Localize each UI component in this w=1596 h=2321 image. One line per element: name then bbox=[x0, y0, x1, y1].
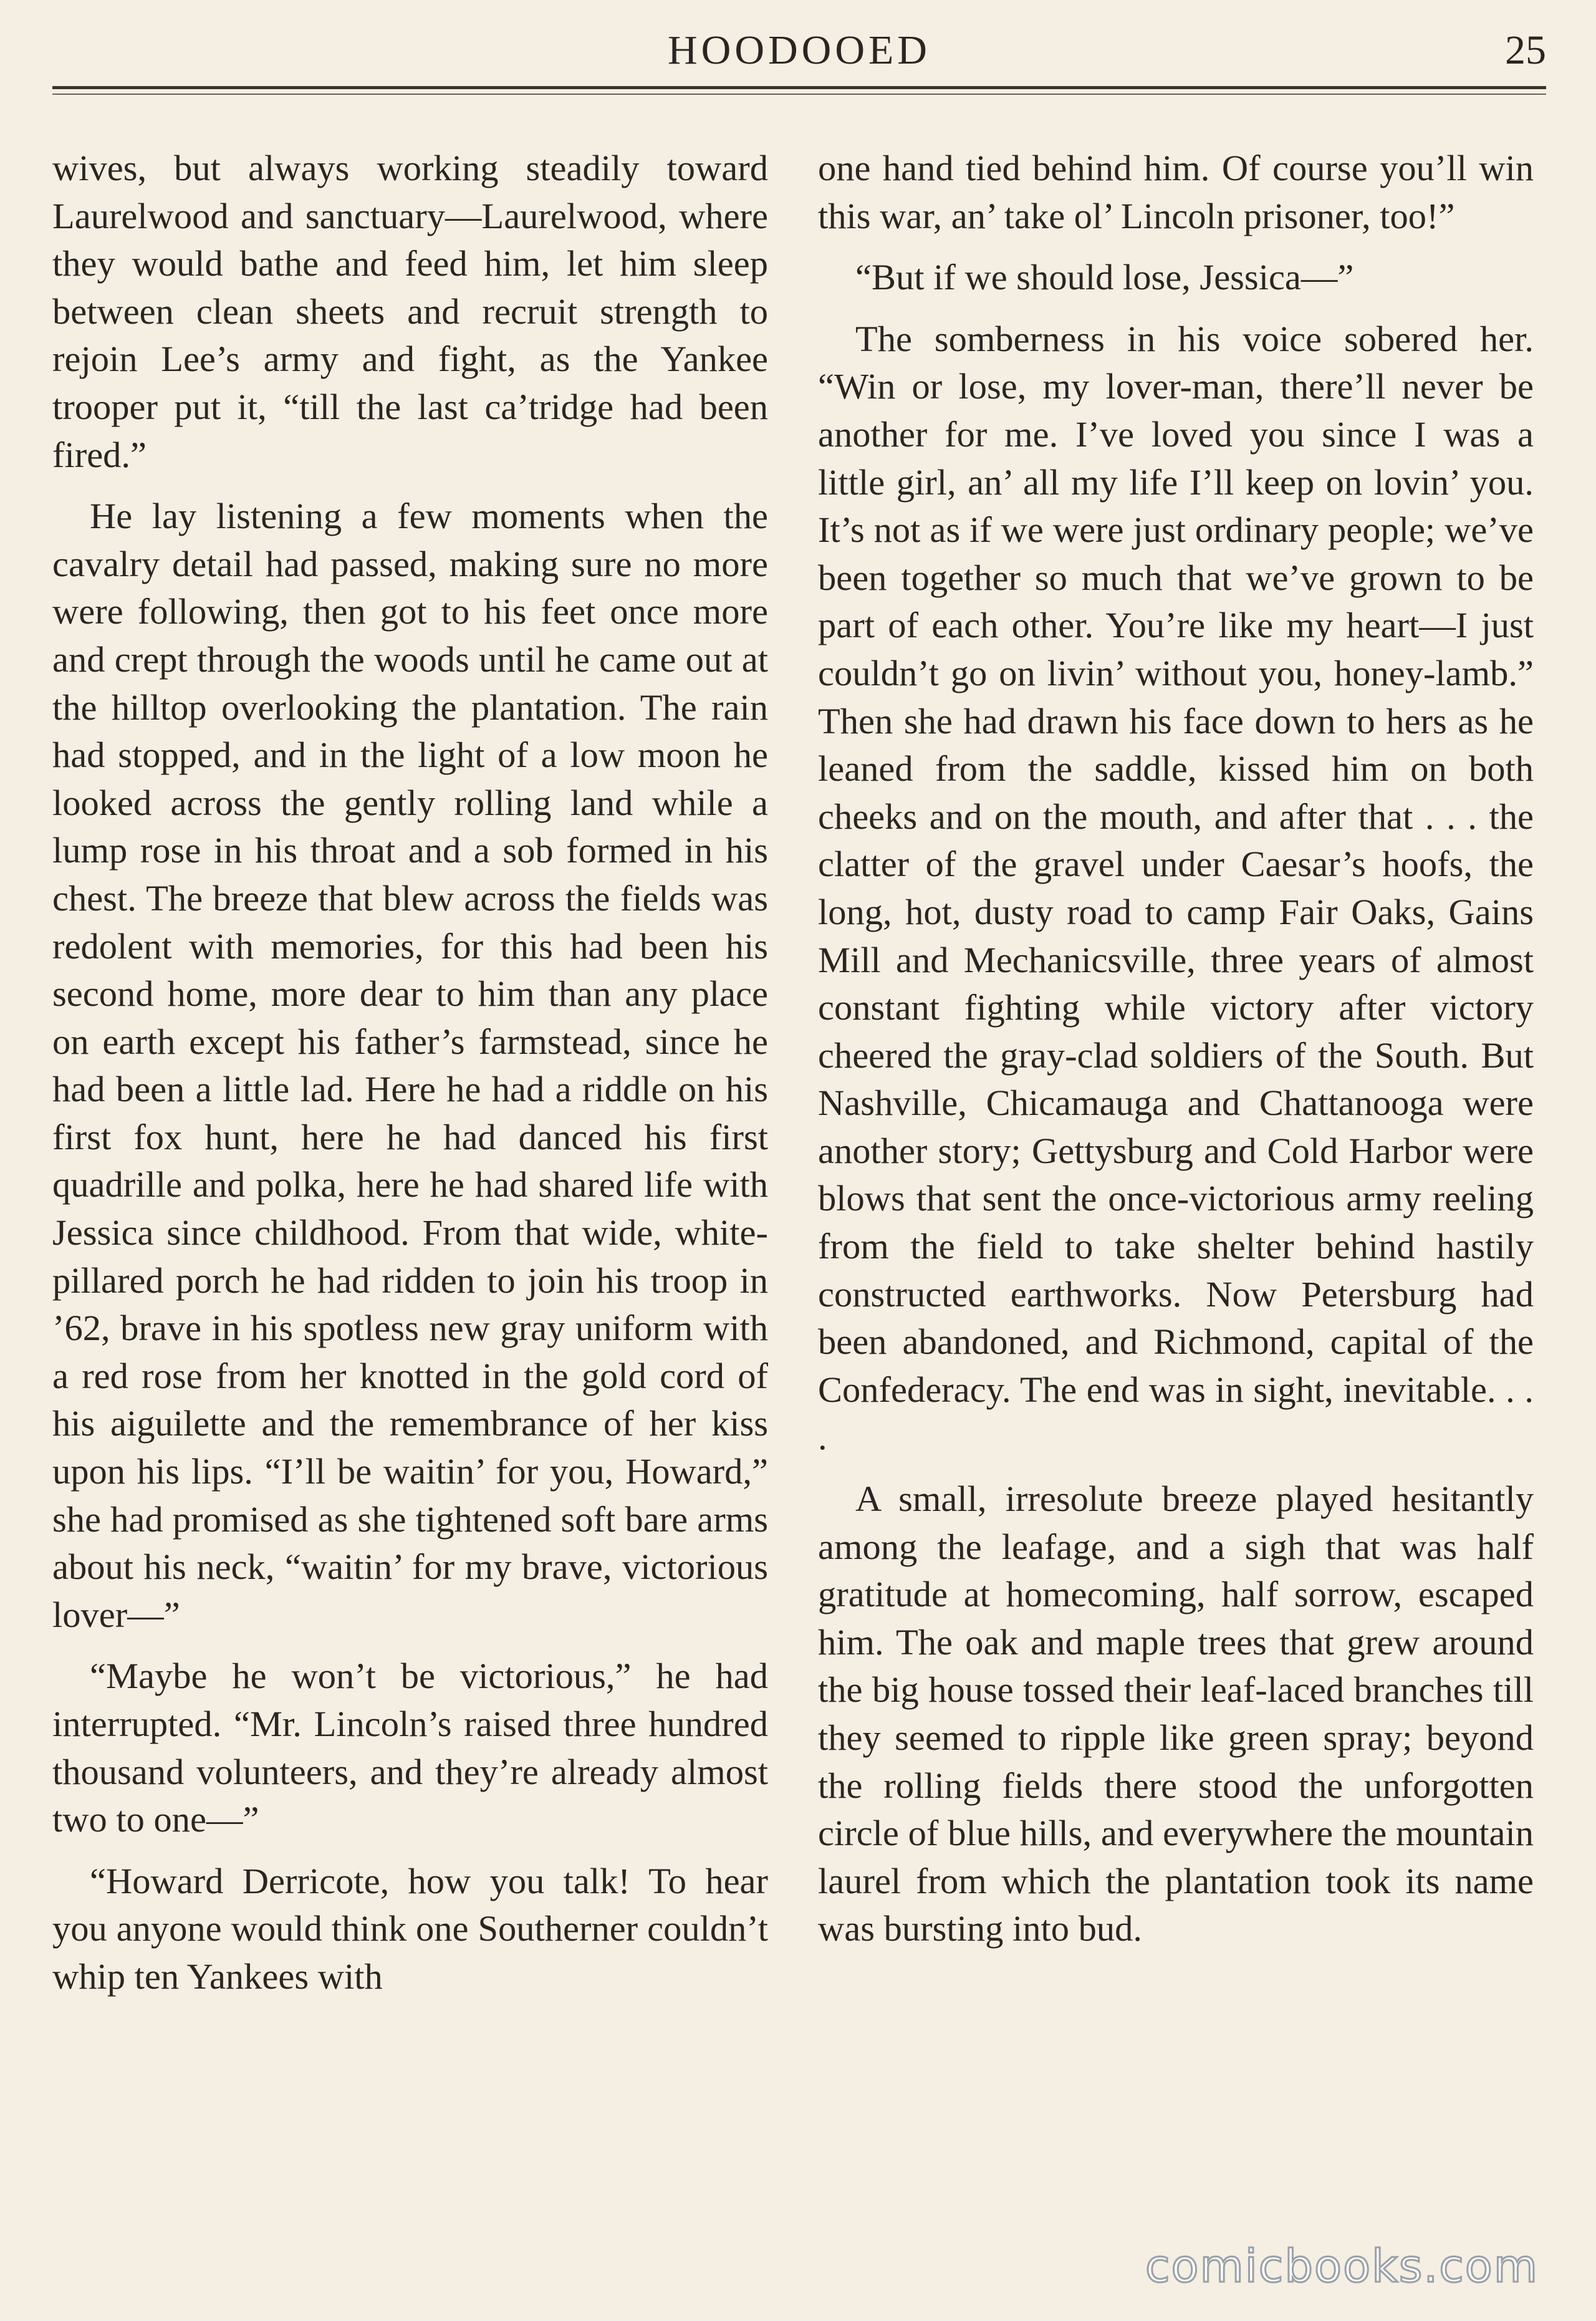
page-header bbox=[52, 24, 1546, 92]
running-title: HOODOOED bbox=[668, 27, 931, 73]
paragraph: He lay listening a few moments when the cavalry detail had passed, making sure no more were following, then got to his feet once more and crept through the woods until he came out at the hilltop overlooking the plantation. The rain had stopped, and in the light of a low moon he looked across the gently rolling land while a lump rose in his throat and a sob formed in his chest. The breeze that blew across the fields was redolent with memories, for this had been his second home, more dear to him than any place on earth except his father’s farmstead, since he had been a little lad. Here he had a riddle on his first fox hunt, here he had danced his first quadrille and polka, here he had shared life with Jessica since childhood. From that wide, white-pillared porch he had ridden to join his troop in ’62, brave in his spotless new gray uniform with a red rose from her knotted in the gold cord of his aiguilette and the remembrance of her kiss upon his lips. “I’ll be waitin’ for you, Howard,” she had promised as she tightened soft bare arms about his neck, “waitin’ for my brave, victorious lover—” bbox=[52, 496, 768, 1635]
header-rule-thin bbox=[52, 94, 1546, 95]
paragraph: A small, irresolute breeze played hesitantly among the leafage, and a sigh that was half gratitude at homecoming, half sorrow, escaped him. The oak and maple trees that grew around the big house tossed their leaf-laced branches till they seemed to ripple like green spray; beyond the rolling fields there stood the unforgotten circle of blue hills, and everywhere the mountain laurel from which the plantation took its name was bursting into bud. bbox=[818, 1479, 1534, 1949]
header-rule bbox=[52, 86, 1546, 89]
paragraph: The somberness in his voice sobered her. “Win or lose, my lover-man, there’ll never be another for me. I’ve loved you since I was a little girl, an’ all my life I’ll keep on lovin’ you. It’s not as if we were just ordinary people; we’ve been together so much that we’ve grown to be part of each other. You’re like my heart—I just couldn’t go on livin’ without you, honey-lamb.” Then she had drawn his face down to hers as he leaned from the saddle, kissed him on both cheeks and on the mouth, and after that . . . the clatter of the gravel under Caesar’s hoofs, the long, hot, dusty road to camp Fair Oaks, Gains Mill and Mechanicsville, three years of almost constant fighting while victory after victory cheered the gray-clad soldiers of the South. But Nashville, Chicamauga and Chattanooga were another story; Gettysburg and Cold Harbor were blows that sent the once-victorious army reeling from the field to take shelter behind hastily constructed earthworks. Now Petersburg had been abandoned, and Richmond, capital of the Confederacy. The end was in sight, inevitable. . . . bbox=[818, 318, 1534, 1458]
watermark: comicbooks.com bbox=[1145, 2240, 1539, 2292]
paragraph: “Howard Derricote, how you talk! To hear you anyone would think one Southerner couldn’t whip ten Yankees with bbox=[52, 1860, 768, 1997]
paragraph: wives, but always working steadily toward Laurelwood and sanctuary—Laurelwood, where they would bathe and feed him, let him sleep between clean sheets and recruit strength to rejoin Lee’s army and fight, as the Yankee trooper put it, “till the last ca’tridge had been fired.” bbox=[52, 148, 768, 475]
right-column bbox=[818, 145, 1534, 1967]
page-number: 25 bbox=[1505, 27, 1546, 73]
paragraph: “But if we should lose, Jessica—” bbox=[855, 257, 1354, 298]
left-column bbox=[52, 145, 768, 2015]
paragraph: “Maybe he won’t be victorious,” he had interrupted. “Mr. Lincoln’s raised three hundred thousand volunteers, and they’re already almost two to one—” bbox=[52, 1656, 768, 1840]
paragraph: one hand tied behind him. Of course you’ll win this war, an’ take ol’ Lincoln prisoner, too!” bbox=[818, 148, 1534, 236]
